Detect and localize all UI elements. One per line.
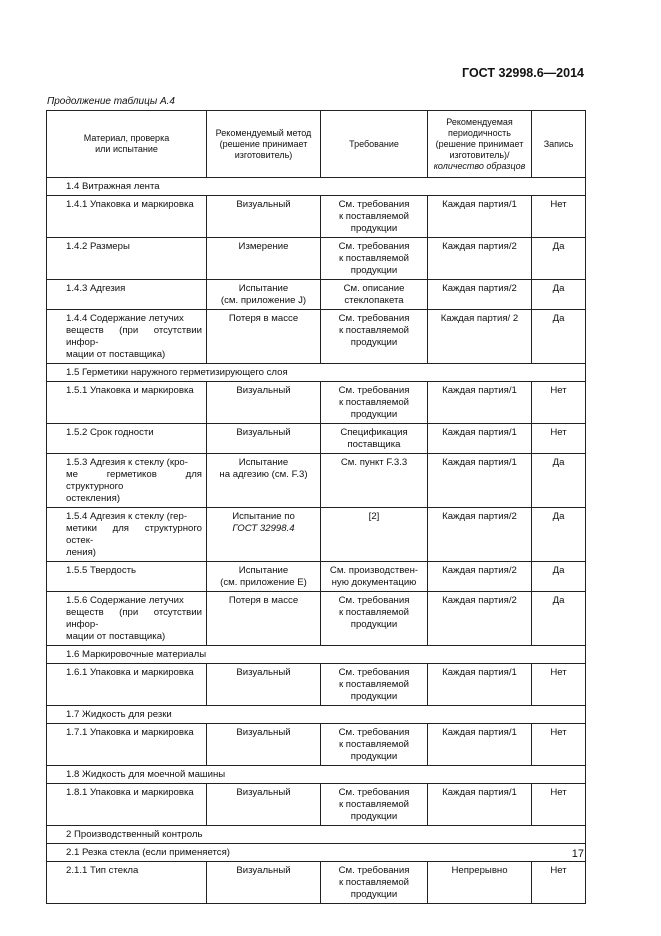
requirement-text: продукции [350,409,398,420]
cell-material [47,862,207,904]
section-title: 1.6 Маркировочные материалы [47,646,586,664]
requirement-text: См. требования [338,313,410,324]
cell-method [207,784,321,826]
material-text: 1.5.2 Срок годности [66,427,154,438]
cell-method [207,382,321,424]
cell-material [47,310,207,364]
header-material: Материал, проверка или испытание [47,111,207,178]
cell-record: Да [532,310,586,364]
table-row [47,382,586,424]
cell-record: Нет [532,724,586,766]
cell-period: Каждая партия/1 [428,196,532,238]
cell-material [47,238,207,280]
requirement-text: См. требования [338,241,410,252]
cell-requirement [321,724,428,766]
material-text: мации от поставщика) [66,631,166,642]
cell-record: Нет [532,664,586,706]
requirement-text: продукции [350,265,398,276]
material-text: 1.5.6 Содержание летучих [66,595,184,606]
method-text: Визуальный [236,787,291,798]
cell-material [47,508,207,562]
method-text: Потеря в массе [228,595,299,606]
cell-record: Да [532,454,586,508]
table-caption: Продолжение таблицы А.4 [47,96,175,107]
requirement-text: См. требования [338,865,410,876]
cell-requirement [321,508,428,562]
cell-period: Каждая партия/2 [428,280,532,310]
header-record: Запись [532,111,586,178]
header-requirement: Требование [321,111,428,178]
method-text: Испытание [238,283,289,294]
cell-record: Нет [532,424,586,454]
cell-record: Да [532,508,586,562]
cell-method [207,424,321,454]
cell-method [207,664,321,706]
cell-method [207,454,321,508]
section-row [47,364,586,382]
header-period-italic: количество образцов [433,160,526,171]
cell-period: Каждая партия/2 [428,508,532,562]
requirement-text: к поставляемой [338,877,410,888]
section-row [47,706,586,724]
material-text: остекления) [66,493,121,504]
cell-period: Каждая партия/1 [428,424,532,454]
header-period: Рекомендуемая периодичность (решение принимает изготовитель)/ количество образцов [428,111,532,178]
page-number: 17 [571,848,584,860]
table-row [47,454,586,508]
method-text: Измерение [238,241,289,252]
requirement-text: Спецификация [340,427,408,438]
material-text: 1.5.3 Адгезия к стеклу (кро- [66,457,188,468]
cell-material [47,382,207,424]
cell-requirement [321,424,428,454]
cell-requirement [321,862,428,904]
cell-material [47,784,207,826]
section-title: 1.5 Герметики наружного герметизирующего слоя [47,364,586,382]
method-text: (см. приложение Е) [220,577,307,588]
cell-method [207,862,321,904]
cell-material [47,280,207,310]
cell-period: Каждая партия/2 [428,238,532,280]
section-title: 1.4 Витражная лента [47,178,586,196]
cell-requirement [321,454,428,508]
material-text: 1.4.2 Размеры [66,241,130,252]
method-text: Визуальный [236,865,291,876]
requirement-text: к поставляемой [338,607,410,618]
table-row [47,862,586,904]
requirement-text: к поставляемой [338,211,410,222]
cell-record: Да [532,280,586,310]
requirement-text: продукции [350,811,398,822]
requirement-text: поставщика [347,439,401,450]
cell-material [47,424,207,454]
material-text: 1.4.1 Упаковка и маркировка [66,199,194,210]
table-row [47,280,586,310]
requirement-text: продукции [350,751,398,762]
cell-requirement [321,784,428,826]
material-text: 1.5.5 Твердость [66,565,137,576]
requirement-text: ную документацию [331,577,417,588]
requirement-text: к поставляемой [338,325,410,336]
cell-record: Нет [532,862,586,904]
requirement-text: к поставляемой [338,253,410,264]
section-row [47,826,586,844]
standard-number: ГОСТ 32998.6—2014 [462,66,584,80]
table-row [47,424,586,454]
cell-material [47,664,207,706]
requirement-text: продукции [350,889,398,900]
section-row [47,646,586,664]
material-text: веществ (при отсутствии инфор- [66,325,202,348]
cell-record: Нет [532,382,586,424]
material-text: 1.5.4 Адгезия к стеклу (гер- [66,511,188,522]
cell-period: Каждая партия/1 [428,382,532,424]
table-row [47,508,586,562]
requirement-text: продукции [350,223,398,234]
material-text: 1.7.1 Упаковка и маркировка [66,727,194,738]
material-text: метики для структурного остек- [66,523,202,546]
method-text: Потеря в массе [228,313,299,324]
table-header-row [47,111,586,178]
cell-period: Каждая партия/1 [428,454,532,508]
cell-period: Каждая партия/1 [428,784,532,826]
material-text: 1.6.1 Упаковка и маркировка [66,667,194,678]
cell-period: Непрерывно [428,862,532,904]
requirement-text: к поставляемой [338,679,410,690]
cell-requirement [321,310,428,364]
requirement-text: См. описание [343,283,405,294]
material-text: ления) [66,547,96,558]
requirement-text: См. требования [338,199,410,210]
cell-method [207,508,321,562]
method-text: Визуальный [236,199,291,210]
material-text: ме герметиков для структурного [66,469,202,492]
cell-material [47,196,207,238]
material-text: веществ (при отсутствии инфор- [66,607,202,630]
section-title: 2 Производственный контроль [47,826,586,844]
section-row [47,178,586,196]
method-text: Визуальный [236,385,291,396]
cell-period: Каждая партия/ 2 [428,310,532,364]
requirement-text: стеклопакета [344,295,404,306]
material-text: 1.4.3 Адгезия [66,283,126,294]
requirement-text: См. требования [338,667,410,678]
cell-material [47,592,207,646]
table-row [47,784,586,826]
table-row [47,724,586,766]
cell-method [207,562,321,592]
cell-record: Да [532,592,586,646]
cell-requirement [321,280,428,310]
cell-period: Каждая партия/1 [428,724,532,766]
cell-method [207,310,321,364]
section-title: 1.7 Жидкость для резки [47,706,586,724]
requirement-text: См. требования [338,595,410,606]
requirement-text: к поставляемой [338,799,410,810]
method-text: Визуальный [236,667,291,678]
table-row [47,592,586,646]
material-text: мации от поставщика) [66,349,166,360]
section-row [47,844,586,862]
requirement-text: См. требования [338,385,410,396]
cell-requirement [321,664,428,706]
requirement-text: продукции [350,619,398,630]
cell-material [47,562,207,592]
cell-requirement [321,196,428,238]
cell-material [47,724,207,766]
method-text: Визуальный [236,427,291,438]
cell-record: Нет [532,196,586,238]
requirement-text: См. производствен- [329,565,419,576]
table-row [47,664,586,706]
cell-requirement [321,238,428,280]
method-text: (см. приложение J) [220,295,307,306]
cell-method [207,280,321,310]
requirement-text: к поставляемой [338,739,410,750]
requirement-text: продукции [350,337,398,348]
method-text: Визуальный [236,727,291,738]
cell-period: Каждая партия/2 [428,592,532,646]
requirement-text: продукции [350,691,398,702]
table-row [47,310,586,364]
method-text: на адгезию (см. F.3) [219,469,308,480]
cell-method [207,196,321,238]
section-row [47,766,586,784]
method-text: Испытание по [232,511,295,522]
requirement-text: См. требования [338,727,410,738]
cell-requirement [321,382,428,424]
table-row [47,562,586,592]
material-text: 1.5.1 Упаковка и маркировка [66,385,194,396]
cell-record: Да [532,562,586,592]
cell-record: Да [532,238,586,280]
cell-method [207,592,321,646]
requirement-text: к поставляемой [338,397,410,408]
material-text: 1.8.1 Упаковка и маркировка [66,787,194,798]
cell-record: Нет [532,784,586,826]
table-row [47,196,586,238]
cell-material [47,454,207,508]
method-text: Испытание [238,565,289,576]
header-method: Рекомендуемый метод (решение принимает изготовитель) [207,111,321,178]
cell-method [207,724,321,766]
cell-requirement [321,592,428,646]
material-text: 2.1.1 Тип стекла [66,865,139,876]
material-text: 1.4.4 Содержание летучих [66,313,184,324]
cell-requirement [321,562,428,592]
requirement-text: См. требования [338,787,410,798]
section-title: 1.8 Жидкость для моечной машины [47,766,586,784]
cell-period: Каждая партия/1 [428,664,532,706]
requirement-text: [2] [368,511,380,522]
section-title: 2.1 Резка стекла (если применяется) [47,844,586,862]
requirement-text: См. пункт F.3.3 [340,457,408,468]
cell-method [207,238,321,280]
method-text: Испытание [238,457,289,468]
cell-period: Каждая партия/2 [428,562,532,592]
table-row [47,238,586,280]
method-reference: ГОСТ 32998.4 [232,523,295,534]
test-table [46,110,586,904]
